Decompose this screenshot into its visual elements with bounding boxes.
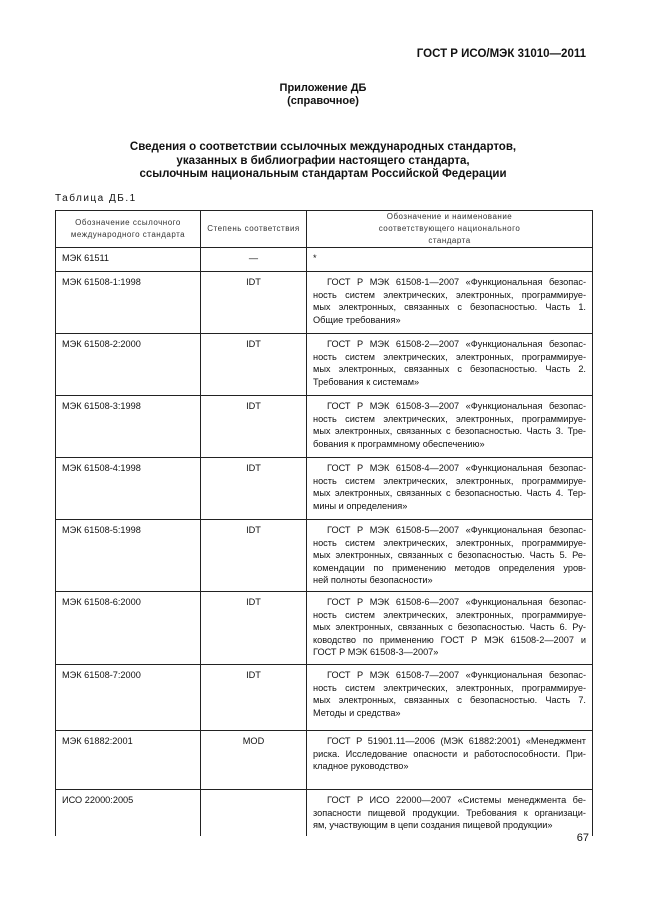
text-line: ность систем электрических, электронных, программируе- xyxy=(313,351,586,362)
degree-cell: IDT xyxy=(201,665,307,731)
text-line: зопасности пищевой продукции. Требования к организаци- xyxy=(313,807,586,818)
text-line: * xyxy=(313,253,317,263)
text-line: риска. Исследование опасности и работоспособности. При- xyxy=(313,748,586,759)
text-line: ГОСТ Р МЭК 61508-3—2007» xyxy=(313,647,439,658)
national-standard-cell xyxy=(307,731,593,790)
text-line: мины и определения» xyxy=(313,500,408,511)
national-standard-cell xyxy=(307,334,593,396)
national-standard-cell xyxy=(307,592,593,665)
degree-cell: IDT xyxy=(201,520,307,592)
text-line: ГОСТ Р МЭК 61508-5—2007 «Функциональная безопас- xyxy=(327,525,586,535)
table-row xyxy=(56,248,593,272)
national-standard-cell xyxy=(307,396,593,458)
degree-cell: IDT xyxy=(201,272,307,334)
degree-cell xyxy=(201,790,307,836)
column-header: Обозначение и наименование соответствующего национального стандарта xyxy=(307,211,593,248)
text-line: мых электронных, связанных с безопасностью. Часть 5. Ре- xyxy=(313,550,586,561)
ref-standard-cell: ИСО 22000:2005 xyxy=(56,790,201,836)
text-line: мых электронных, связанных с безопасностью. Часть 4. Тер- xyxy=(313,488,586,499)
text-line: ям, участвующим в цепи создания пищевой продукции» xyxy=(313,820,553,831)
text-line: комендации по применению методов определения уров- xyxy=(313,562,586,573)
section-heading xyxy=(0,141,646,182)
heading-line: ссылочным национальным стандартам Российской Федерации xyxy=(139,168,507,180)
text-line: кладное руководство» xyxy=(313,761,409,772)
table-row xyxy=(56,520,593,592)
ref-standard-cell: МЭК 61511 xyxy=(56,248,201,272)
table-row xyxy=(56,272,593,334)
text-line: ГОСТ Р МЭК 61508-3—2007 «Функциональная безопас- xyxy=(327,401,586,411)
text-line: ГОСТ Р МЭК 61508-6—2007 «Функциональная безопас- xyxy=(327,597,586,607)
ref-standard-cell: МЭК 61508-3:1998 xyxy=(56,396,201,458)
text-line: ность систем электрических, электронных, программируе- xyxy=(313,537,586,548)
national-standard-cell xyxy=(307,458,593,520)
text-line: бования к программному обеспечению» xyxy=(313,438,485,449)
national-standard-cell xyxy=(307,790,593,836)
text-line: Требования к системам» xyxy=(313,376,420,387)
heading-line: Сведения о соответствии ссылочных международных стандартов, xyxy=(129,141,517,153)
text-line: Общие требования» xyxy=(313,314,401,325)
table-row xyxy=(56,396,593,458)
degree-cell: IDT xyxy=(201,334,307,396)
page-number: 67 xyxy=(576,832,589,844)
table-header-row xyxy=(56,211,593,248)
ref-standard-cell: МЭК 61508-4:1998 xyxy=(56,458,201,520)
text-line: ность систем электрических, электронных, программируе- xyxy=(313,475,586,486)
text-line: Методы и средства» xyxy=(313,707,401,718)
table-row xyxy=(56,334,593,396)
national-standard-cell xyxy=(307,272,593,334)
table-row xyxy=(56,665,593,731)
text-line: ность систем электрических, электронных, программируе- xyxy=(313,289,586,300)
degree-cell: IDT xyxy=(201,396,307,458)
text-line: ГОСТ Р МЭК 61508-1—2007 «Функциональная безопас- xyxy=(327,277,586,287)
ref-standard-cell: МЭК 61882:2001 xyxy=(56,731,201,790)
standards-table xyxy=(55,210,593,836)
degree-cell: IDT xyxy=(201,458,307,520)
text-line: мых электронных, связанных с безопасностью. Часть 6. Ру- xyxy=(313,622,586,633)
text-line: ность систем электрических, электронных, программируе- xyxy=(313,413,586,424)
appendix-subtitle: (справочное) xyxy=(287,95,359,107)
ref-standard-cell: МЭК 61508-1:1998 xyxy=(56,272,201,334)
degree-cell: — xyxy=(201,248,307,272)
column-header: Обозначение ссылочного международного стандарта xyxy=(56,211,201,248)
national-standard-cell xyxy=(307,520,593,592)
text-line: ГОСТ Р 51901.11—2006 (МЭК 61882:2001) «Менеджмент xyxy=(327,736,586,746)
text-line: ней полноты безопасности» xyxy=(313,575,433,586)
ref-standard-cell: МЭК 61508-6:2000 xyxy=(56,592,201,665)
text-line: мых электронных, связанных с безопасностью. Часть 2. xyxy=(313,364,586,375)
text-line: мых электронных, связанных с безопасностью. Часть 3. Тре- xyxy=(313,426,586,437)
table-row xyxy=(56,731,593,790)
document-header: ГОСТ Р ИСО/МЭК 31010—2011 xyxy=(416,48,586,60)
appendix-title: Приложение ДБ xyxy=(279,82,367,94)
ref-standard-cell: МЭК 61508-7:2000 xyxy=(56,665,201,731)
heading-line: указанных в библиографии настоящего стандарта, xyxy=(176,154,470,167)
degree-cell: MOD xyxy=(201,731,307,790)
table-row xyxy=(56,790,593,836)
text-line: ГОСТ Р МЭК 61508-4—2007 «Функциональная безопас- xyxy=(327,463,586,473)
text-line: ГОСТ Р МЭК 61508-2—2007 «Функциональная безопас- xyxy=(327,339,586,349)
text-line: ководство по применению ГОСТ Р МЭК 61508-2—2007 и xyxy=(313,634,586,645)
ref-standard-cell: МЭК 61508-2:2000 xyxy=(56,334,201,396)
column-header: Степень соответствия xyxy=(201,211,307,248)
text-line: мых электронных, связанных с безопасностью. Часть 1. xyxy=(313,302,586,313)
text-line: ГОСТ Р МЭК 61508-7—2007 «Функциональная безопас- xyxy=(327,670,586,680)
text-line: ГОСТ Р ИСО 22000—2007 «Системы менеджмента бе- xyxy=(327,795,586,805)
text-line: мых электронных, связанных с безопасностью. Часть 7. xyxy=(313,695,586,706)
ref-standard-cell: МЭК 61508-5:1998 xyxy=(56,520,201,592)
national-standard-cell xyxy=(307,248,593,272)
national-standard-cell xyxy=(307,665,593,731)
table-row xyxy=(56,592,593,665)
degree-cell: IDT xyxy=(201,592,307,665)
table-caption: Таблица ДБ.1 xyxy=(55,193,137,204)
table-row xyxy=(56,458,593,520)
text-line: ность систем электрических, электронных, программируе- xyxy=(313,609,586,620)
text-line: ность систем электрических, электронных, программируе- xyxy=(313,682,586,693)
